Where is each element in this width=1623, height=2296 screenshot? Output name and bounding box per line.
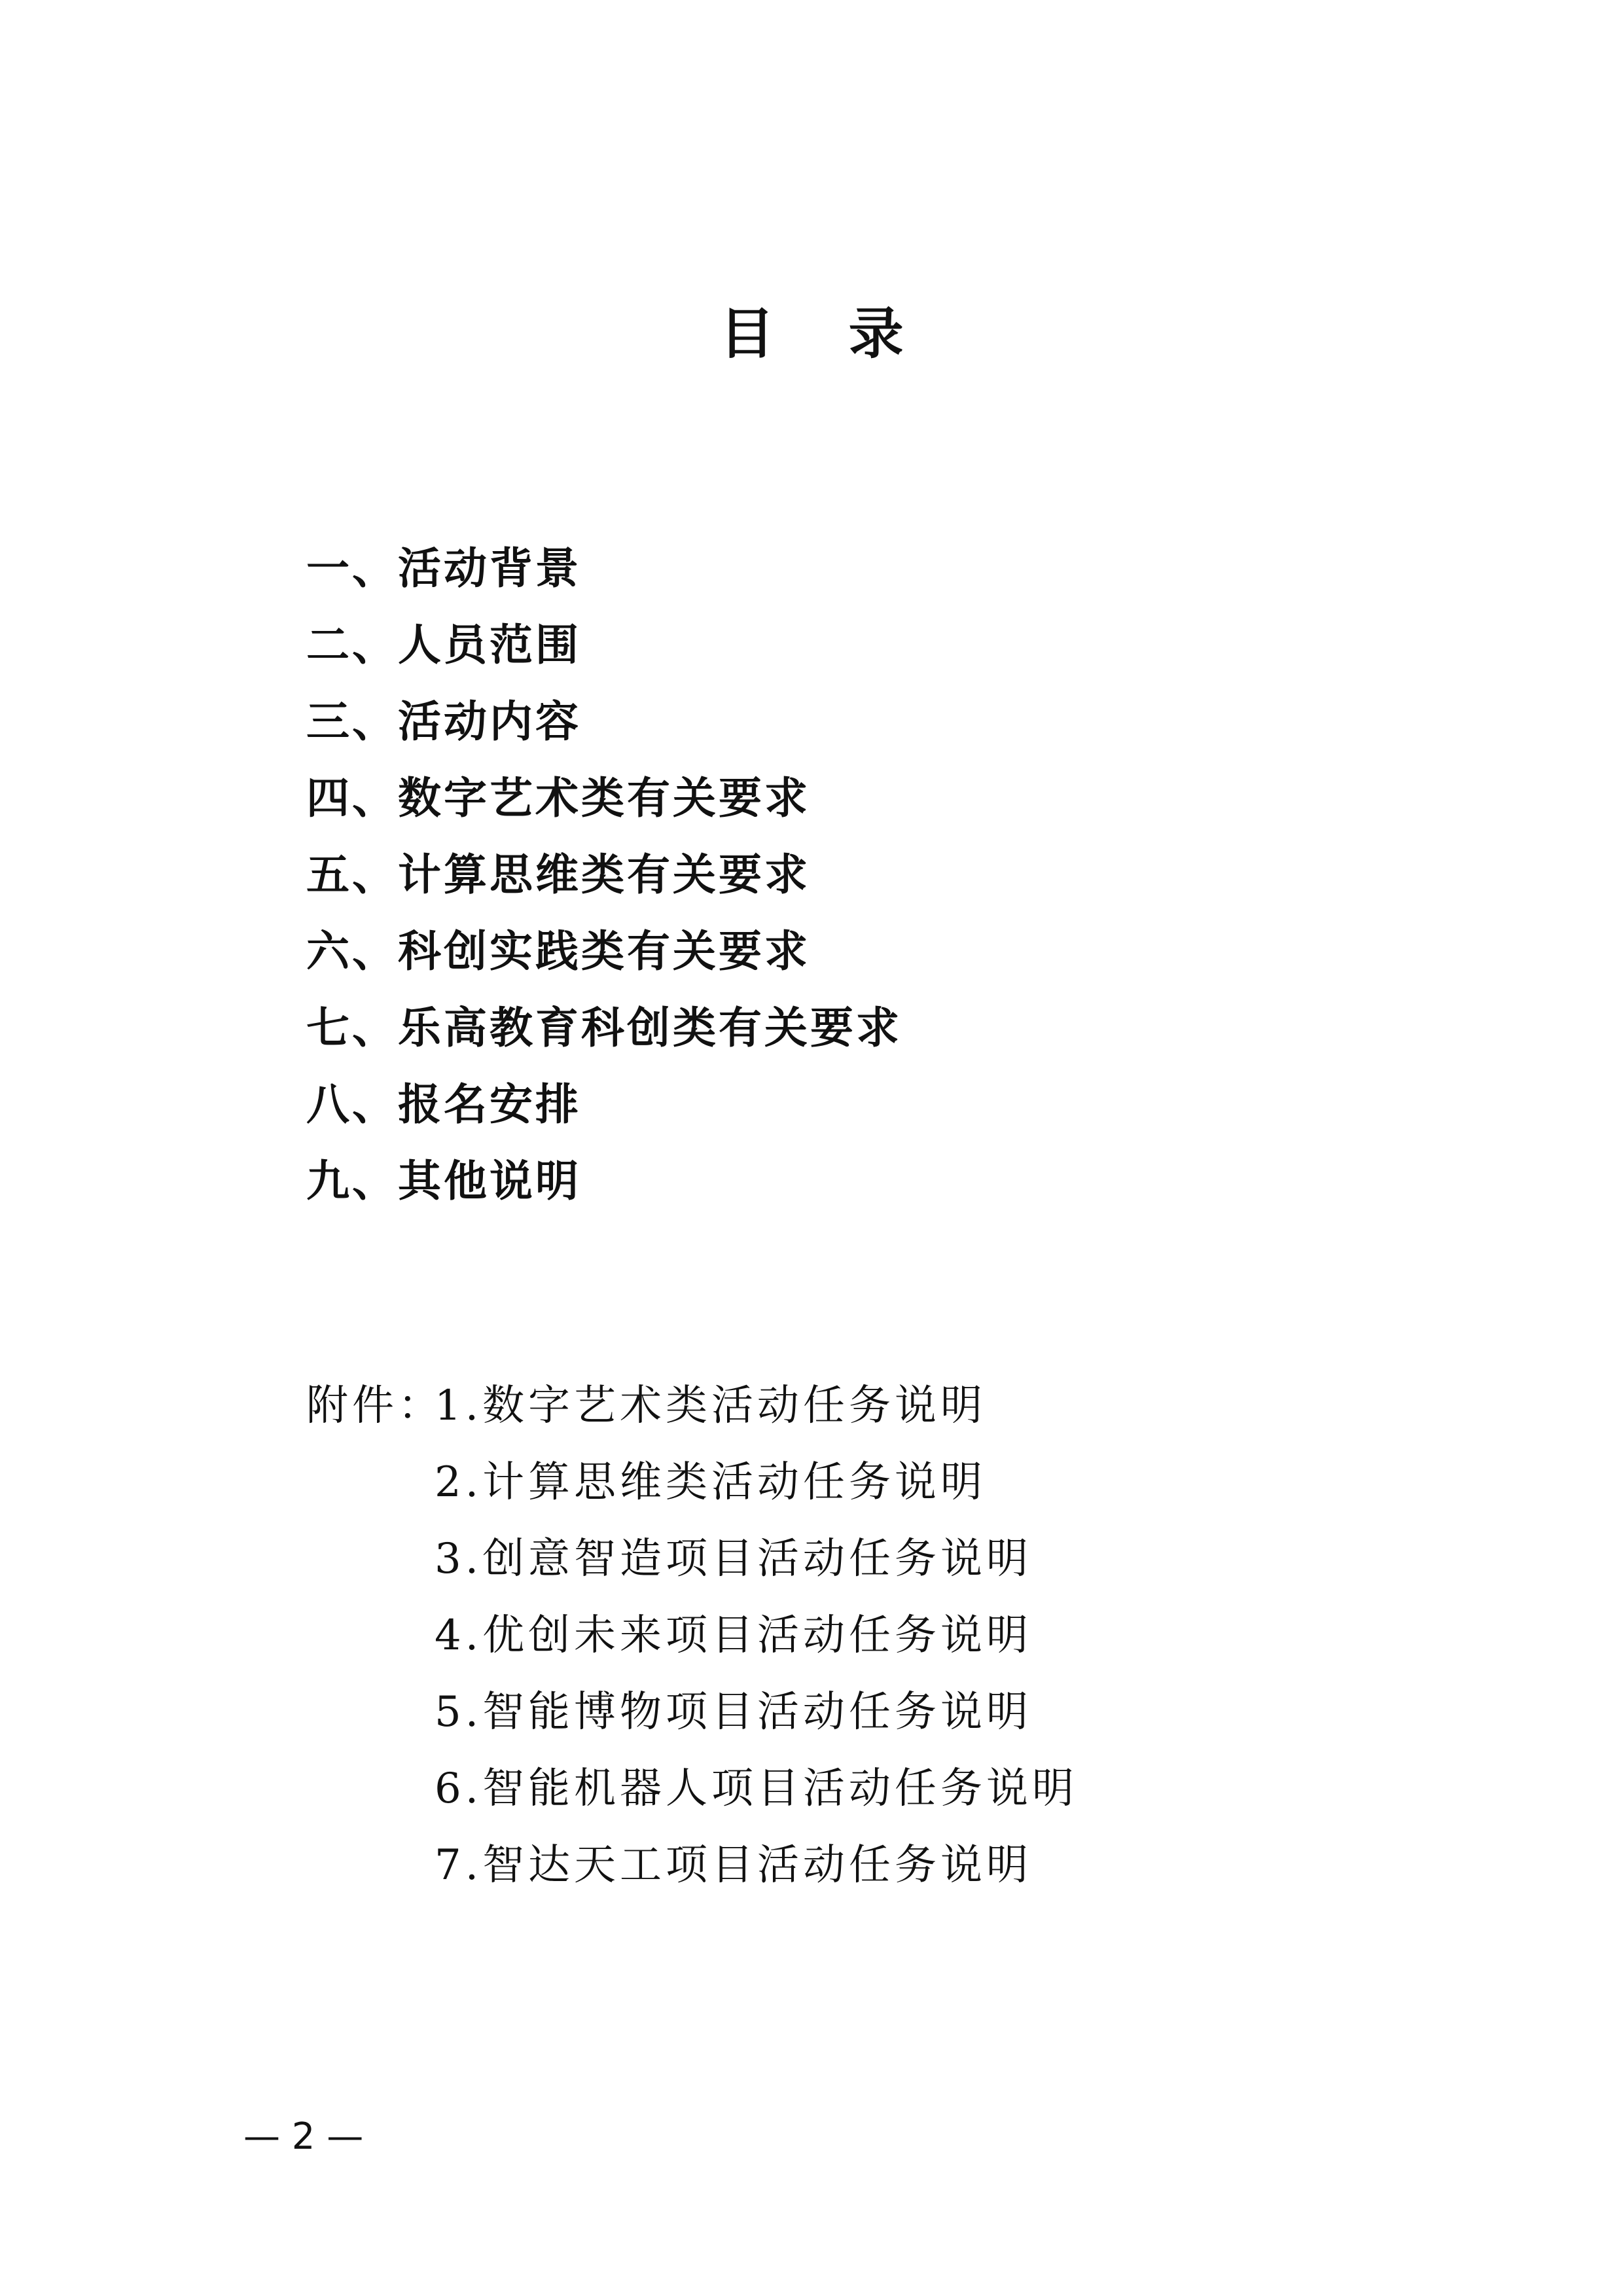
toc-item: 七、乐高教育科创类有关要求 <box>306 1003 902 1053</box>
toc-list <box>306 530 902 1219</box>
attachment-item: 7.智达天工项目活动任务说明 <box>435 1841 1033 1890</box>
attachment-item: 1.数字艺术类活动任务说明 <box>435 1382 987 1430</box>
attachment-row <box>306 1444 987 1521</box>
attachment-row <box>306 1598 1033 1674</box>
attachment-item: 6.智能机器人项目活动任务说明 <box>435 1765 1079 1813</box>
page-number: — 2 — <box>243 2115 364 2158</box>
toc-item: 八、报名安排 <box>306 1079 581 1130</box>
toc-item: 二、人员范围 <box>306 620 581 670</box>
attachment-item: 2.计算思维类活动任务说明 <box>435 1458 987 1507</box>
toc-item: 一、活动背景 <box>306 543 581 594</box>
toc-item: 九、其他说明 <box>306 1156 581 1206</box>
toc-item: 三、活动内容 <box>306 696 581 747</box>
page-title: 目 录 <box>719 302 931 366</box>
attachment-item: 4.优创未来项目活动任务说明 <box>435 1611 1033 1660</box>
attachment-row <box>306 1751 1079 1827</box>
toc-item: 六、科创实践类有关要求 <box>306 926 810 977</box>
attachment-row <box>306 1827 1033 1904</box>
toc-item: 四、数字艺术类有关要求 <box>306 773 810 823</box>
attachment-row <box>306 1521 1033 1598</box>
attachments-list <box>306 1368 1079 1904</box>
attachment-item: 5.智能博物项目活动任务说明 <box>435 1688 1033 1736</box>
attachment-item: 3.创意智造项目活动任务说明 <box>435 1535 1033 1583</box>
toc-item: 五、计算思维类有关要求 <box>306 850 810 900</box>
attachment-row <box>306 1368 987 1444</box>
attachment-row <box>306 1674 1033 1751</box>
attachments-label: 附件： <box>306 1382 444 1430</box>
